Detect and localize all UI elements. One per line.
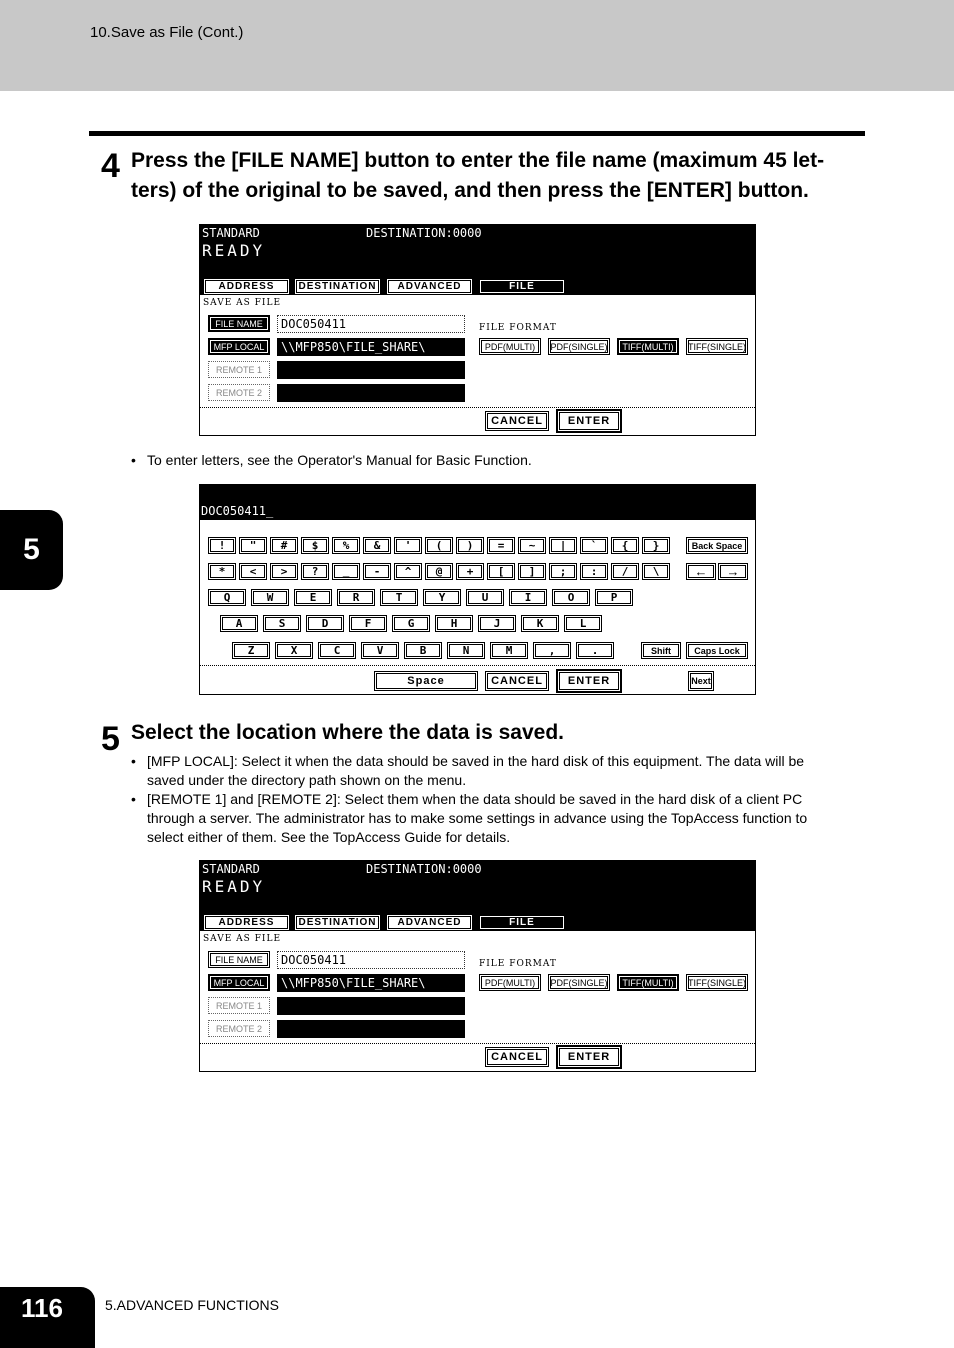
key-row1-9[interactable]: = (487, 537, 515, 554)
tab-address[interactable]: ADDRESS (203, 914, 290, 931)
page-header (0, 0, 954, 91)
step-5-bullet-1-line2: saved under the directory path shown on the menu. (147, 772, 467, 788)
remote-1-button[interactable]: REMOTE 1 (208, 997, 270, 1014)
tab-address[interactable]: ADDRESS (203, 278, 290, 295)
enter-button[interactable]: ENTER (556, 409, 622, 433)
mfp-local-button[interactable]: MFP LOCAL (208, 974, 270, 991)
next-button[interactable]: Next (688, 671, 714, 691)
format-pdf-multi-button[interactable]: PDF(MULTI) (479, 338, 541, 355)
back-space-key[interactable]: Back Space (686, 537, 748, 554)
key-row2-0[interactable]: * (208, 563, 236, 580)
destination-count: DESTINATION:0000 (366, 226, 482, 240)
key-row3-3[interactable]: R (337, 589, 375, 606)
page-number-box (0, 1287, 95, 1348)
space-key[interactable]: Space (374, 671, 478, 691)
key-row3-0[interactable]: Q (208, 589, 246, 606)
mfp-local-path: \\MFP850\FILE_SHARE\ (277, 338, 465, 356)
mode-label: STANDARD (202, 862, 260, 876)
key-row4-2[interactable]: D (306, 615, 344, 632)
key-row1-1[interactable]: " (239, 537, 267, 554)
format-pdf-single-button[interactable]: PDF(SINGLE) (548, 338, 610, 355)
step-number-5: 5 (101, 720, 119, 758)
key-row1-13[interactable]: { (611, 537, 639, 554)
save-as-file-screen-1 (199, 224, 756, 436)
file-name-button[interactable]: FILE NAME (208, 315, 270, 332)
key-row3-4[interactable]: T (380, 589, 418, 606)
footer-section: 5.ADVANCED FUNCTIONS (105, 1297, 279, 1313)
keyboard-cancel-button[interactable]: CANCEL (485, 671, 549, 691)
key-row1-8[interactable]: ) (456, 537, 484, 554)
step-4-title-line1: Press the [FILE NAME] button to enter the file name (maximum 45 let- (131, 149, 825, 172)
step-4-title (131, 146, 824, 206)
key-row1-10[interactable]: ~ (518, 537, 546, 554)
format-tiff-multi-button[interactable]: TIFF(MULTI) (617, 974, 679, 991)
step-4-note-text: To enter letters, see the Operator's Manual for Basic Function. (147, 452, 532, 468)
key-row4-7[interactable]: K (521, 615, 559, 632)
key-row1-12[interactable]: ` (580, 537, 608, 554)
key-row1-5[interactable]: & (363, 537, 391, 554)
key-row4-8[interactable]: L (564, 615, 602, 632)
keyboard-screen (199, 484, 756, 695)
key-row1-14[interactable]: } (642, 537, 670, 554)
key-row5-5[interactable]: N (447, 642, 485, 659)
file-name-button[interactable]: FILE NAME (208, 951, 270, 968)
ready-status: READY (202, 877, 266, 896)
key-row2-14[interactable]: \ (642, 563, 670, 580)
remote-2-path (277, 384, 465, 402)
key-row5-0[interactable]: Z (232, 642, 270, 659)
keyboard-input-area (200, 485, 755, 520)
key-row1-0[interactable]: ! (208, 537, 236, 554)
key-row4-1[interactable]: S (263, 615, 301, 632)
cancel-button[interactable]: CANCEL (485, 411, 549, 431)
key-row3-9[interactable]: P (595, 589, 633, 606)
tab-destination[interactable]: DESTINATION (294, 278, 381, 295)
key-row1-2[interactable]: # (270, 537, 298, 554)
tab-advanced[interactable]: ADVANCED (386, 278, 473, 295)
step-4-note: • To enter letters, see the Operator's Manual for Basic Function. (131, 451, 851, 470)
key-row2-13[interactable]: / (611, 563, 639, 580)
section-title: SAVE AS FILE (203, 298, 282, 308)
cancel-button[interactable]: CANCEL (485, 1047, 549, 1067)
format-pdf-multi-button[interactable]: PDF(MULTI) (479, 974, 541, 991)
remote-2-path (277, 1020, 465, 1038)
key-row3-7[interactable]: I (509, 589, 547, 606)
key-row1-6[interactable]: ' (394, 537, 422, 554)
key-row2-10[interactable]: ] (518, 563, 546, 580)
remote-2-button[interactable]: REMOTE 2 (208, 1020, 270, 1037)
shift-key[interactable]: Shift (641, 642, 681, 659)
remote-2-button[interactable]: REMOTE 2 (208, 384, 270, 401)
key-row5-1[interactable]: X (275, 642, 313, 659)
key-row3-6[interactable]: U (466, 589, 504, 606)
remote-1-path (277, 997, 465, 1015)
remote-1-button[interactable]: REMOTE 1 (208, 361, 270, 378)
key-row2-3[interactable]: ? (301, 563, 329, 580)
right-arrow-key[interactable]: → (718, 563, 748, 580)
tab-advanced[interactable]: ADVANCED (386, 914, 473, 931)
tab-destination[interactable]: DESTINATION (294, 914, 381, 931)
file-name-field[interactable]: DOC050411 (277, 315, 465, 333)
step-5-bullet-2: • [REMOTE 1] and [REMOTE 2]: Select them when the data should be saved in the hard disk of a client PC through a server. The administrator has to make some settings in advance using the TopAccess function to select either of them. See the TopAccess Guide for details. (131, 790, 851, 847)
key-row2-12[interactable]: : (580, 563, 608, 580)
key-row4-5[interactable]: H (435, 615, 473, 632)
divider (200, 665, 755, 666)
key-row1-3[interactable]: $ (301, 537, 329, 554)
key-row5-7[interactable]: , (533, 642, 571, 659)
key-row1-7[interactable]: ( (425, 537, 453, 554)
key-row5-2[interactable]: C (318, 642, 356, 659)
step-5-bullet-2-line2: through a server. The administrator has to make some settings in advance using the TopAccess function to (147, 810, 808, 826)
key-row2-8[interactable]: + (456, 563, 484, 580)
key-row3-5[interactable]: Y (423, 589, 461, 606)
file-format-label: FILE FORMAT (479, 959, 557, 969)
divider (200, 1043, 755, 1044)
caps-lock-key[interactable]: Caps Lock (686, 642, 748, 659)
key-row1-4[interactable]: % (332, 537, 360, 554)
step-5-title: Select the location where the data is saved. (131, 721, 564, 744)
destination-count: DESTINATION:0000 (366, 862, 482, 876)
step-4-title-line2: ters) of the original to be saved, and then press the [ENTER] button. (131, 179, 809, 202)
step-5-bullet-1: • [MFP LOCAL]: Select it when the data should be saved in the hard disk of this equipment. The data will be saved under the directory path shown on the menu. (131, 752, 851, 790)
key-row2-6[interactable]: ^ (394, 563, 422, 580)
format-pdf-single-button[interactable]: PDF(SINGLE) (548, 974, 610, 991)
keyboard-input-text[interactable]: DOC050411_ (201, 504, 274, 518)
status-area (200, 861, 755, 931)
key-row5-4[interactable]: B (404, 642, 442, 659)
key-row2-4[interactable]: _ (332, 563, 360, 580)
save-as-file-screen-2 (199, 860, 756, 1072)
chapter-tab: 5 (0, 510, 63, 590)
tab-file[interactable]: FILE (478, 914, 566, 931)
key-row2-9[interactable]: [ (487, 563, 515, 580)
key-row2-5[interactable]: - (363, 563, 391, 580)
step-number-4: 4 (101, 147, 119, 185)
key-row3-1[interactable]: W (251, 589, 289, 606)
enter-button[interactable]: ENTER (556, 1045, 622, 1069)
key-row3-2[interactable]: E (294, 589, 332, 606)
ready-status: READY (202, 241, 266, 260)
mfp-local-button[interactable]: MFP LOCAL (208, 338, 270, 355)
mfp-local-path: \\MFP850\FILE_SHARE\ (277, 974, 465, 992)
key-row5-6[interactable]: M (490, 642, 528, 659)
step-5-bullet-2-line3: select either of them. See the TopAccess Guide for details. (147, 829, 511, 845)
key-row4-6[interactable]: J (478, 615, 516, 632)
key-row2-1[interactable]: < (239, 563, 267, 580)
remote-1-path (277, 361, 465, 379)
key-row5-8[interactable]: . (576, 642, 614, 659)
divider (200, 407, 755, 408)
key-row1-11[interactable]: | (549, 537, 577, 554)
key-row3-8[interactable]: O (552, 589, 590, 606)
keyboard-enter-button[interactable]: ENTER (556, 669, 622, 693)
format-tiff-multi-button[interactable]: TIFF(MULTI) (617, 338, 679, 355)
left-arrow-key[interactable]: ← (686, 563, 716, 580)
key-row5-3[interactable]: V (361, 642, 399, 659)
section-rule (89, 131, 865, 136)
format-tiff-single-button[interactable]: TIFF(SINGLE) (686, 338, 748, 355)
status-area (200, 225, 755, 295)
mode-label: STANDARD (202, 226, 260, 240)
key-row2-7[interactable]: @ (425, 563, 453, 580)
key-row2-11[interactable]: ; (549, 563, 577, 580)
step-5-bullet-1-line1: [MFP LOCAL]: Select it when the data should be saved in the hard disk of this equipment. The data will be (147, 753, 805, 769)
breadcrumb: 10.Save as File (Cont.) (90, 24, 244, 41)
section-title: SAVE AS FILE (203, 934, 282, 944)
key-row4-0[interactable]: A (220, 615, 258, 632)
key-row4-3[interactable]: F (349, 615, 387, 632)
key-row2-2[interactable]: > (270, 563, 298, 580)
file-name-field[interactable]: DOC050411 (277, 951, 465, 969)
page-number: 116 (21, 1293, 63, 1323)
file-format-label: FILE FORMAT (479, 323, 557, 333)
key-row4-4[interactable]: G (392, 615, 430, 632)
step-5-bullet-2-line1: [REMOTE 1] and [REMOTE 2]: Select them when the data should be saved in the hard disk of a client PC (147, 791, 803, 807)
tab-file[interactable]: FILE (478, 278, 566, 295)
format-tiff-single-button[interactable]: TIFF(SINGLE) (686, 974, 748, 991)
